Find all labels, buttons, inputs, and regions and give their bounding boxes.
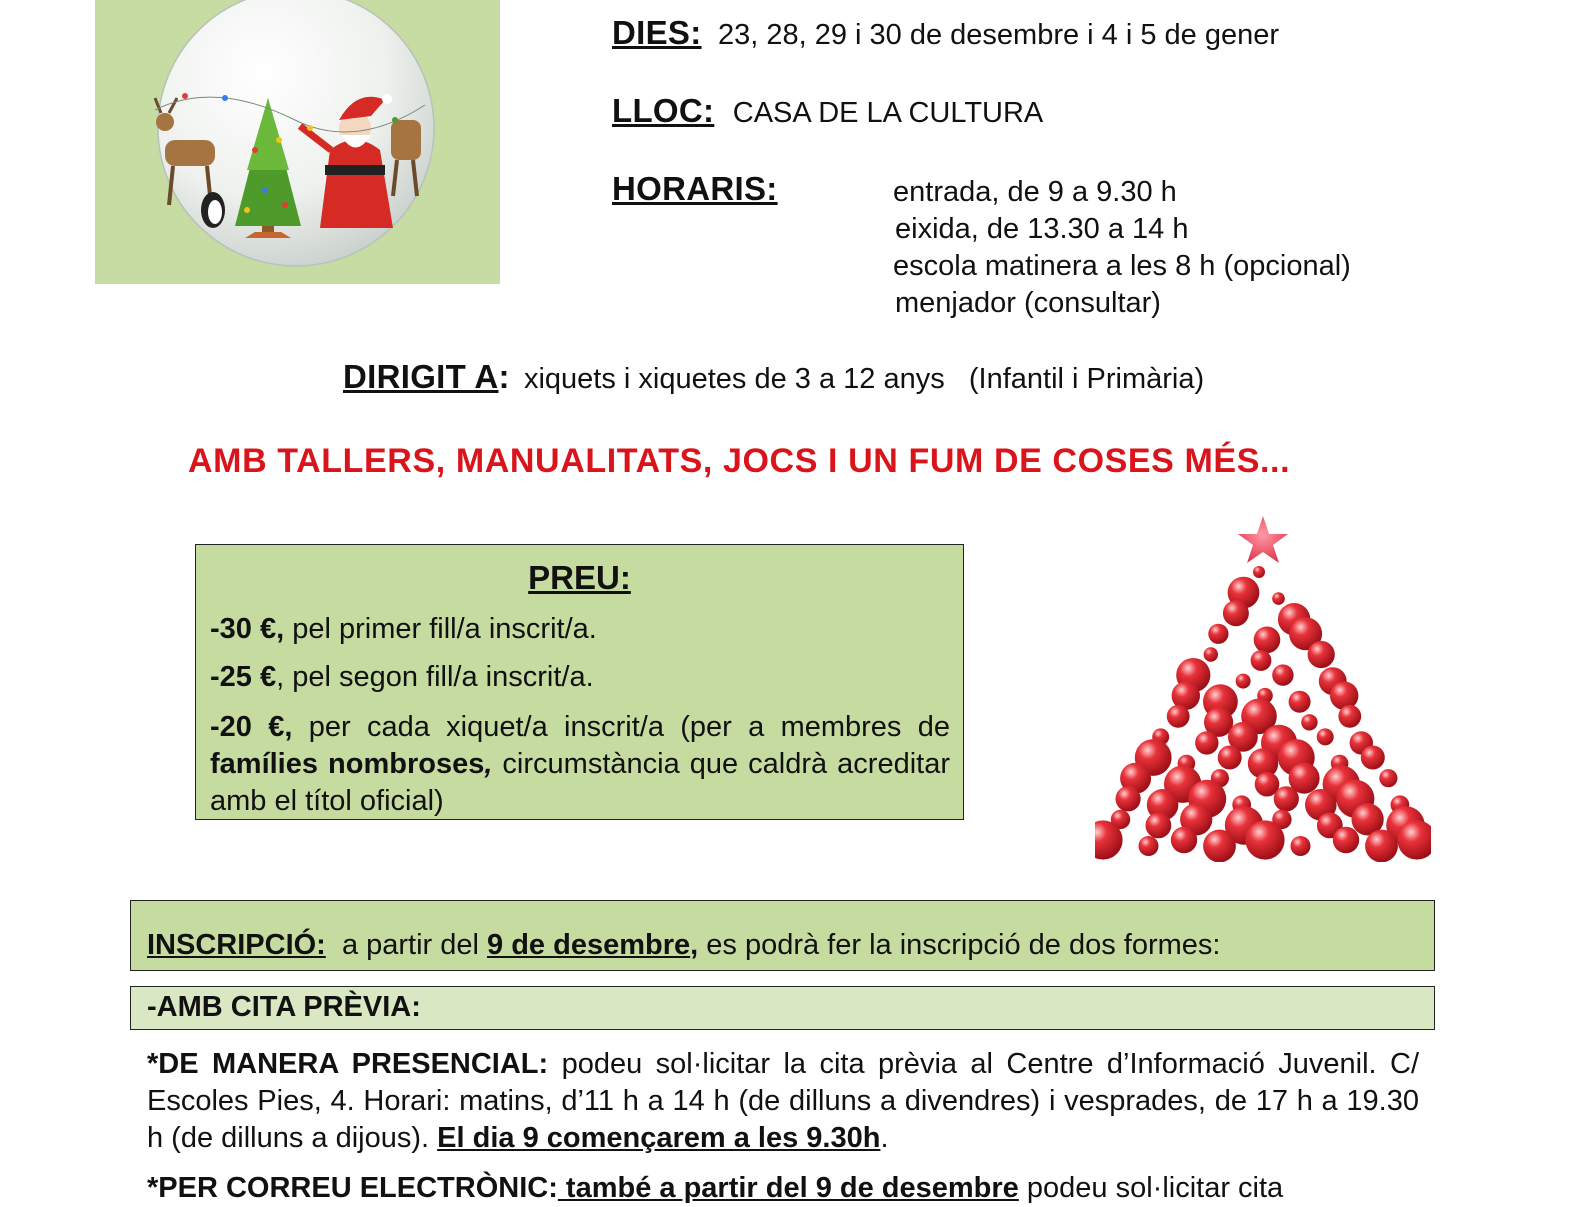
correu-label: *PER CORREU ELECTRÒNIC:	[147, 1172, 558, 1204]
bauble	[1379, 769, 1397, 787]
bauble	[1251, 650, 1272, 671]
inscripcio-label: INSCRIPCIÓ:	[147, 929, 326, 961]
bauble	[1203, 830, 1236, 862]
presencial-note: El dia 9 començarem a les 9.30h	[437, 1122, 881, 1154]
price-2-amount: -25 €	[210, 661, 277, 693]
bauble	[1146, 813, 1172, 839]
dies-row	[612, 14, 1279, 52]
horaris-label: HORARIS:	[612, 170, 778, 207]
price-box	[195, 544, 964, 820]
bauble	[1236, 674, 1251, 689]
bauble	[1272, 592, 1285, 605]
price-3-comma: ,	[484, 748, 493, 780]
bauble	[1272, 664, 1293, 685]
activities-tagline: AMB TALLERS, MANUALITATS, JOCS I UN FUM DE COSES MÉS...	[188, 442, 1291, 480]
bauble	[1254, 627, 1281, 654]
horaris-entrada: entrada, de 9 a 9.30 h	[893, 176, 1177, 208]
bauble-tree-image	[1095, 512, 1431, 862]
bauble	[1208, 624, 1228, 644]
bauble	[1291, 836, 1311, 856]
bauble	[1365, 830, 1398, 862]
bauble	[1338, 705, 1361, 728]
lloc-row	[612, 92, 1043, 130]
bauble	[1245, 820, 1284, 859]
dirigit-value: xiquets i xiquetes de 3 a 12 anys (Infantil i Primària)	[523, 363, 1205, 395]
price-3-families: famílies nombroses	[210, 748, 485, 780]
bauble-tree-icon	[1095, 512, 1431, 862]
bauble	[1333, 827, 1359, 853]
bauble	[1171, 827, 1197, 853]
presencial-text: podeu sol·licitar la cita prèvia al Centre d’Informació Juvenil. C/ Escoles Pies, 4. Horari: matins, d’11 h a 14 h (de dilluns a divendres) i vesprades, de 17 h a 19.30 h (de dilluns a dijous).	[147, 1048, 1420, 1154]
bauble	[1167, 705, 1190, 728]
dies-label: DIES:	[612, 14, 702, 51]
price-line-3	[210, 709, 950, 820]
bauble	[1361, 746, 1385, 770]
inscripcio-box	[130, 900, 1435, 971]
price-3-text2: circumstància que caldrà acreditar amb el títol oficial)	[210, 748, 950, 817]
presencial-label: *DE MANERA PRESENCIAL:	[147, 1048, 549, 1080]
dirigit-row	[343, 358, 1204, 396]
presencial-paragraph	[147, 1046, 1419, 1157]
bauble	[1253, 566, 1265, 578]
inscripcio-text-1: a partir del	[325, 929, 488, 961]
bauble	[1195, 731, 1218, 754]
christmas-ornament-icon	[95, 0, 500, 284]
inscripcio-line	[147, 929, 1220, 962]
cita-previa-heading: -AMB CITA PRÈVIA:	[147, 991, 421, 1023]
price-1-amount: -30 €,	[210, 613, 285, 645]
price-line-2	[210, 661, 594, 694]
bauble	[1223, 600, 1249, 626]
horaris-eixida: eixida, de 13.30 a 14 h	[895, 213, 1189, 245]
lloc-label: LLOC:	[612, 92, 715, 129]
lloc-value: CASA DE LA CULTURA	[732, 97, 1044, 129]
presencial-end: .	[880, 1122, 889, 1154]
horaris-list	[893, 174, 1351, 322]
dirigit-colon: :	[498, 358, 510, 395]
correu-date: també a partir del 9 de desembre	[557, 1172, 1019, 1204]
bauble	[1139, 836, 1159, 856]
correu-paragraph	[147, 1170, 1419, 1207]
bauble	[1301, 714, 1317, 730]
bauble	[1274, 786, 1299, 811]
dirigit-label: DIRIGIT A	[343, 358, 499, 395]
horaris-matinera: escola matinera a les 8 h (opcional)	[893, 250, 1351, 282]
bauble	[1218, 746, 1242, 770]
inscripcio-date: 9 de desembre	[487, 929, 691, 961]
bauble	[1289, 691, 1311, 713]
price-3-amount: -20 €,	[210, 711, 293, 743]
ornament-image-panel	[95, 0, 500, 284]
bauble	[1116, 786, 1141, 811]
horaris-menjador: menjador (consultar)	[895, 287, 1161, 319]
bauble	[1308, 641, 1335, 668]
bauble	[1204, 647, 1218, 661]
dies-value: 23, 28, 29 i 30 de desembre i 4 i 5 de gener	[717, 19, 1280, 51]
price-3-text: per cada xiquet/a inscrit/a (per a membres de	[292, 711, 950, 743]
bauble	[1330, 682, 1358, 710]
bauble	[1317, 728, 1334, 745]
inscripcio-comma: ,	[690, 929, 699, 961]
inscripcio-text-2: es podrà fer la inscripció de dos formes:	[698, 929, 1221, 961]
price-title: PREU:	[528, 559, 631, 596]
price-line-1	[210, 613, 597, 646]
correu-text: podeu sol·licitar cita	[1018, 1172, 1284, 1204]
price-2-text: , pel segon fill/a inscrit/a.	[276, 661, 594, 693]
price-1-text: pel primer fill/a inscrit/a.	[284, 613, 597, 645]
cita-previa-box	[130, 986, 1435, 1030]
